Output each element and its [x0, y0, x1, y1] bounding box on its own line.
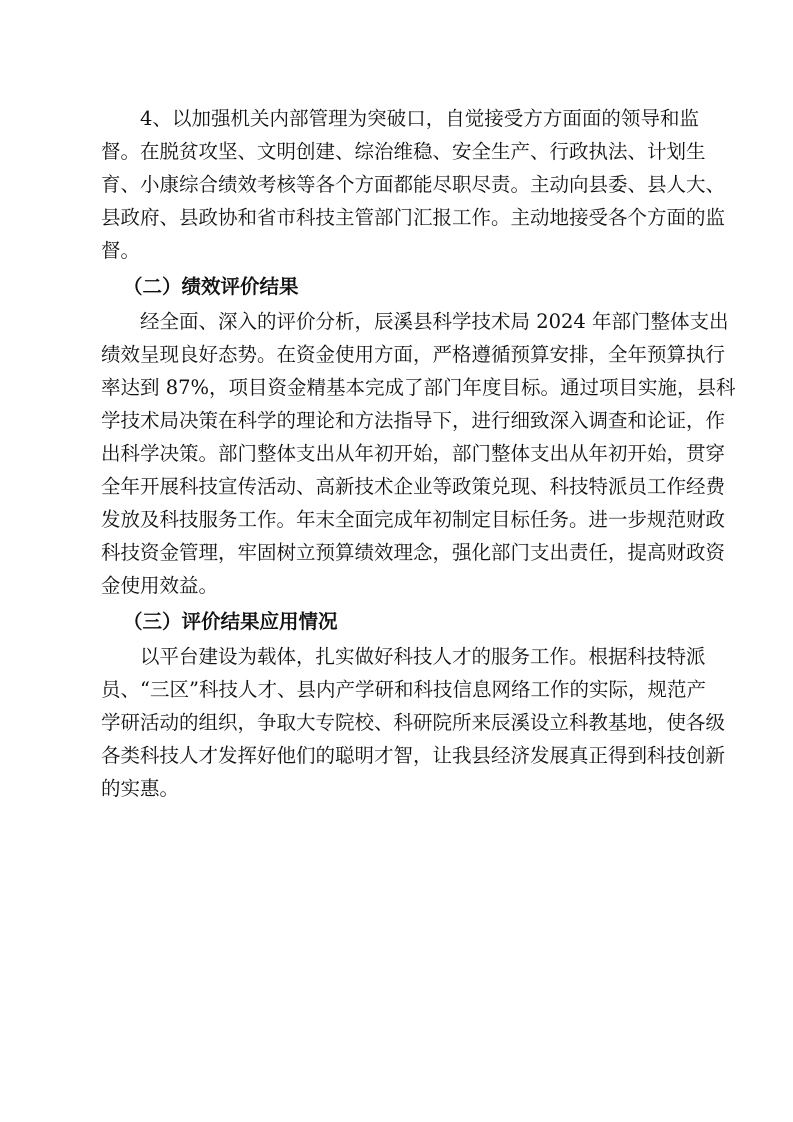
- text-line: 科技资金管理，牢固树立预算绩效理念，强化部门支出责任，提高财政资: [101, 541, 726, 564]
- text-line: 的实惠。: [101, 777, 180, 800]
- section-heading-results-application: （三）评价结果应用情况: [123, 610, 338, 633]
- text-line: 县政府、县政协和省市科技主管部门汇报工作。主动地接受各个方面的监: [101, 206, 726, 229]
- text-line: 育、小康综合绩效考核等各个方面都能尽职尽责。主动向县委、县人大、: [101, 173, 726, 196]
- text-line: 金使用效益。: [101, 574, 219, 597]
- text-line: 学研活动的组织，争取大专院校、科研院所来辰溪设立科教基地，使各级: [101, 711, 726, 734]
- paragraph-evaluation-results: [101, 305, 736, 602]
- paragraph-internal-management: [101, 102, 726, 267]
- document-body: [101, 102, 736, 805]
- text-line: 督。在脱贫攻坚、文明创建、综治维稳、安全生产、行政执法、计划生: [101, 140, 706, 163]
- text-line: 率达到 87%，项目资金精基本完成了部门年度目标。通过项目实施，县科: [101, 376, 736, 399]
- paragraph-results-application: [101, 640, 726, 805]
- text-line: 以平台建设为载体，扎实做好科技人才的服务工作。根据科技特派: [140, 645, 706, 668]
- text-line: 各类科技人才发挥好他们的聪明才智，让我县经济发展真正得到科技创新: [101, 744, 726, 767]
- text-line: 员、“三区”科技人才、县内产学研和科技信息网络工作的实际，规范产: [101, 678, 706, 701]
- section-heading-evaluation-results: （二）绩效评价结果: [123, 275, 299, 298]
- text-line: 出科学决策。部门整体支出从年初开始，部门整体支出从年初开始，贯穿: [101, 442, 726, 465]
- text-line: 学技术局决策在科学的理论和方法指导下，进行细致深入调查和论证，作: [101, 409, 726, 432]
- text-line: 4、以加强机关内部管理为突破口，自觉接受方方面面的领导和监: [140, 107, 699, 130]
- text-line: 经全面、深入的评价分析，辰溪县科学技术局 2024 年部门整体支出: [140, 310, 729, 333]
- text-line: 全年开展科技宣传活动、高新技术企业等政策兑现、科技特派员工作经费: [101, 475, 726, 498]
- text-line: 发放及科技服务工作。年末全面完成年初制定目标任务。进一步规范财政: [101, 508, 726, 531]
- text-line: 督。: [101, 239, 141, 262]
- text-line: 绩效呈现良好态势。在资金使用方面，严格遵循预算安排，全年预算执行: [101, 343, 726, 366]
